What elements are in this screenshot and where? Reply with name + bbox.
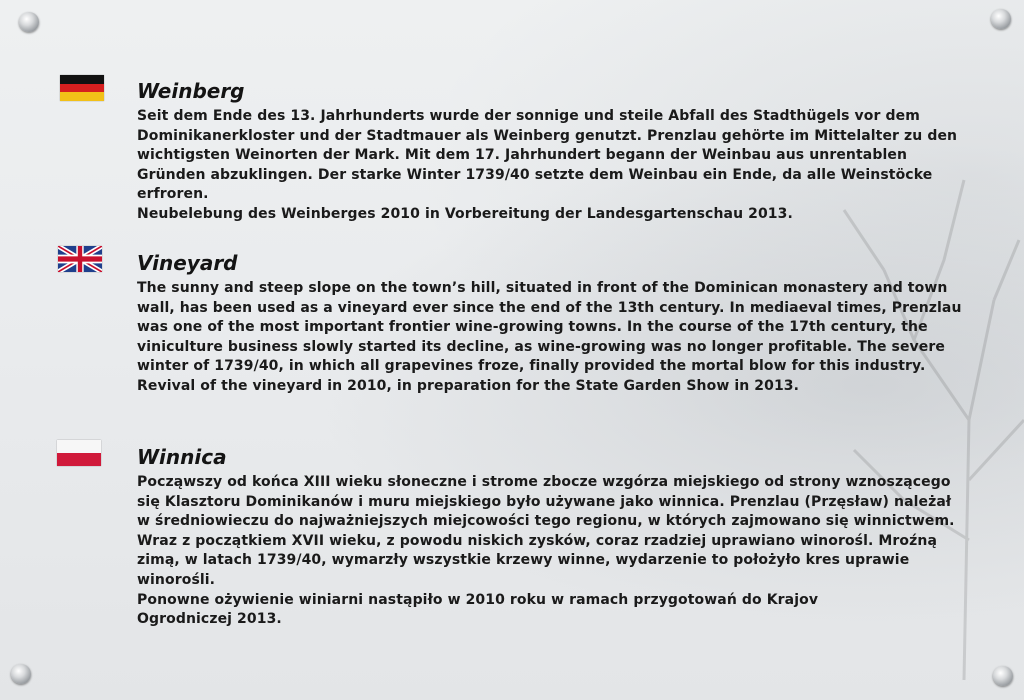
paragraph-english-main: The sunny and steep slope on the town’s hill, situated in front of the Dominican monastery and town wall, has been used as a vineyard ever since the end of the 13th century. In mediaeval times, Prenzlau was one of the most important frontier wine-growing towns. In the course of the 17th century, the viniculture business slowly started its decline, as wine-growing was no longer profitable. The severe winter of 1739/40, in which all grapevines froze, finally provided the mortal blow for this industry. <box>137 280 962 375</box>
section-english <box>137 251 967 397</box>
polish-flag-icon <box>57 440 101 466</box>
section-title-polish: Winnica <box>137 445 227 469</box>
paragraph-english-revival: Revival of the vineyard in 2010, in preparation for the State Garden Show in 2013. <box>137 377 800 394</box>
screw-top-right <box>991 9 1011 29</box>
screw-bottom-left <box>11 664 31 684</box>
section-body-english <box>137 279 967 397</box>
section-body-german <box>137 107 967 225</box>
screw-bottom-right <box>993 666 1013 686</box>
uk-flag-icon <box>58 246 102 272</box>
german-flag-icon <box>60 75 104 101</box>
section-german <box>137 79 967 225</box>
paragraph-polish-revival-end: Ogrodniczej 2013. <box>137 611 282 628</box>
section-title-english: Vineyard <box>137 251 238 275</box>
section-body-polish <box>137 473 967 630</box>
section-title-german: Weinberg <box>137 79 245 103</box>
paragraph-german-revival: Neubelebung des Weinberges 2010 in Vorbereitung der Landesgartenschau 2013. <box>137 205 793 222</box>
screw-top-left <box>19 12 39 32</box>
paragraph-german-main: Seit dem Ende des 13. Jahrhunderts wurde der sonnige und steile Abfall des Stadthügels vor dem Dominikanerkloster und der Stadtmauer als Weinberg genutzt. Prenzlau gehörte im Mittelalter zu den wichtigsten Weinorten der Mark. Mit dem 17. Jahrhundert begann der Weinbau aus unrentablen Gründen abzuklingen. Der starke Winter 1739/40 setzte dem Weinbau ein Ende, da alle Weinstöcke erfroren. <box>137 108 958 203</box>
paragraph-polish-revival: Ponowne ożywienie winiarni nastąpiło w 2010 roku w ramach przygotowań do Krajov <box>137 591 819 608</box>
section-polish <box>137 445 967 630</box>
paragraph-polish-main: Począwszy od końca XIII wieku słoneczne i strome zbocze wzgórza miejskiego od strony wznoszącego się Klasztoru Dominikanów i muru miejskiego było używane jako winnica. Prenzlau (Przęsław) należał w średniowieczu do najważniejszych miejcowości tego regionu, w których zajmowano się winnictwem. Wraz z początkiem XVII wieku, z powodu niskich zysków, coraz rzadziej uprawiano winorośl. Mroźną zimą, w latach 1739/40, wymarzły wszystkie krzewy winne, wydarzenie to położyło kres uprawie winorośli. <box>137 474 955 588</box>
